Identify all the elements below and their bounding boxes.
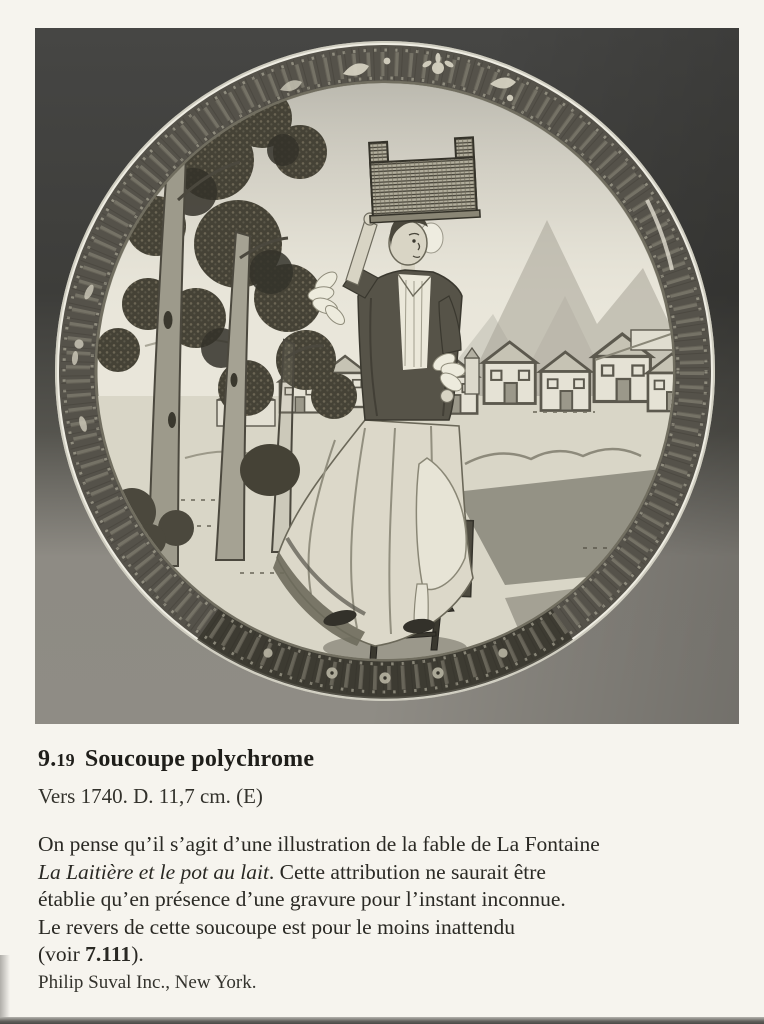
body-line: On pense qu’il s’agit d’une illustration de la fable de La Fontaine	[38, 832, 600, 856]
body-line: Le revers de cette soucoupe est pour le moins inattendu	[38, 914, 516, 939]
catalogue-entry	[38, 746, 738, 994]
saucer-photograph	[35, 28, 739, 724]
dark-bush	[240, 444, 300, 496]
entry-body	[38, 831, 738, 969]
entry-title-text: Soucoupe polychrome	[84, 746, 315, 772]
entry-credit: Philip Suval Inc., New York.	[38, 971, 257, 993]
entry-number: 9.	[38, 746, 57, 772]
saucer-illustration	[35, 28, 739, 724]
scan-bottom-edge	[0, 1017, 764, 1024]
body-line: La Laitière et le pot au lait. Cette attribution ne saurait être	[38, 859, 546, 884]
entry-meta: Vers 1740. D. 11,7 cm. (E)	[38, 784, 263, 808]
body-line: établie qu’en présence d’une gravure pour l’instant inconnue.	[38, 887, 566, 911]
body-line: (voir 7.111).	[38, 942, 144, 966]
entry-number-small: 19	[56, 750, 75, 770]
scan-edge-smudge	[0, 955, 10, 1017]
plate	[55, 41, 739, 701]
entry-title	[38, 746, 738, 773]
